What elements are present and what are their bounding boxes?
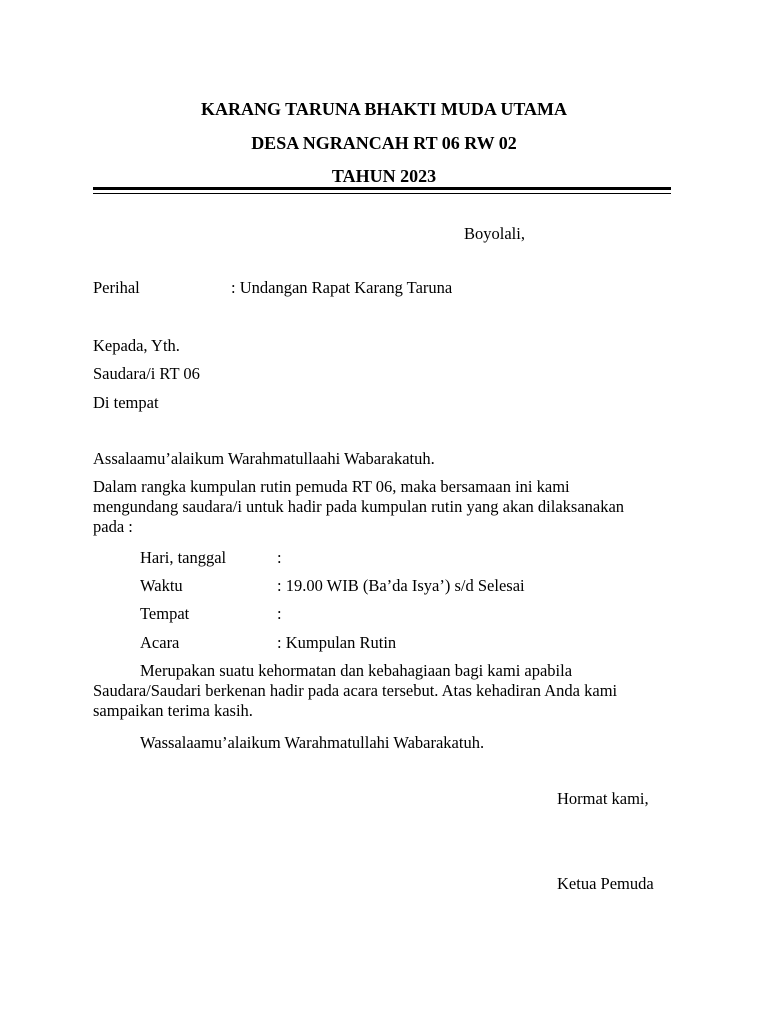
- org-address-heading: DESA NGRANCAH RT 06 RW 02: [251, 133, 517, 153]
- letterhead-divider-thin: [93, 193, 671, 194]
- intro-line-2: mengundang saudara/i untuk hadir pada kumpulan rutin yang akan dilaksanakan: [93, 497, 625, 516]
- closing-line-1: Merupakan suatu kehormatan dan kebahagiaan bagi kami apabila: [140, 661, 573, 680]
- recipient-name: Saudara/i RT 06: [93, 364, 200, 383]
- opening-greeting: Assalaamu’alaikum Warahmatullaahi Wabarakatuh.: [93, 449, 435, 468]
- detail-label-event: Acara: [140, 633, 180, 652]
- subject-value: : Undangan Rapat Karang Taruna: [231, 278, 453, 297]
- letterhead-divider-thick: [93, 187, 671, 190]
- year-heading: TAHUN 2023: [331, 166, 437, 186]
- detail-label-date: Hari, tanggal: [140, 548, 227, 567]
- intro-paragraph: [93, 477, 683, 537]
- subject-label: Perihal: [93, 278, 140, 297]
- place-date: Boyolali,: [464, 224, 525, 243]
- detail-value-event: : Kumpulan Rutin: [277, 633, 397, 652]
- detail-label-time: Waktu: [140, 576, 183, 595]
- org-name-heading: KARANG TARUNA BHAKTI MUDA UTAMA: [200, 99, 567, 119]
- detail-value-date: :: [277, 548, 282, 567]
- closing-paragraph: [93, 661, 683, 721]
- detail-label-place: Tempat: [140, 604, 190, 623]
- intro-line-1: Dalam rangka kumpulan rutin pemuda RT 06, maka bersamaan ini kami: [93, 477, 570, 496]
- signature-regards: Hormat kami,: [557, 789, 649, 808]
- closing-line-3: sampaikan terima kasih.: [93, 701, 253, 720]
- recipient-salutation: Kepada, Yth.: [93, 336, 180, 355]
- signature-title: Ketua Pemuda: [557, 874, 654, 893]
- closing-line-2: Saudara/Saudari berkenan hadir pada acara tersebut. Atas kehadiran Anda kami: [93, 681, 618, 700]
- detail-value-place: :: [277, 604, 282, 623]
- detail-value-time: : 19.00 WIB (Ba’da Isya’) s/d Selesai: [277, 576, 525, 595]
- intro-line-3: pada :: [93, 517, 133, 536]
- recipient-location: Di tempat: [93, 393, 159, 412]
- closing-greeting: Wassalaamu’alaikum Warahmatullahi Wabarakatuh.: [140, 733, 485, 752]
